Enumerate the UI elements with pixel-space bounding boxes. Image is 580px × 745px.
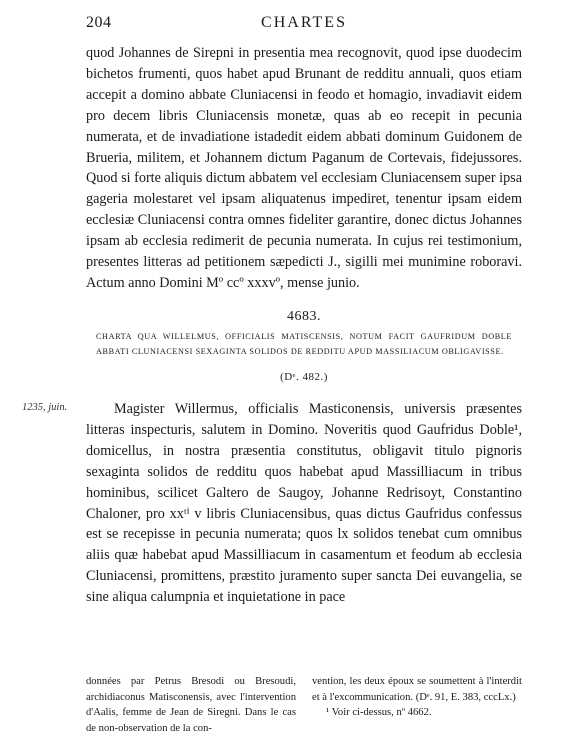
- page-number: 204: [86, 14, 112, 31]
- paragraph: quod Johannes de Sirepni in presentia mea recognovit, quod ipse duodecim bichetos frumenti, quos habet apud Brunant de redditu annuali, quos etiam accepit a domino abbate Cluniacensi in feodo et homagio, invadiavit eidem pro decem libris Cluniacensis monetæ, quas ab eo recepit in pecunia numerata, et de invadiatione istadedit eidem abbati dominum Guidonem de Brueria, militem, et Johannem dictum Paganum de Cortevais, fidejussores. Quod si forte aliquis dictum abbatem vel ecclesiam Cluniacensem super ipsa gageria molestaret vel ipsam aliquatenus impediret, tenentur ipsam eidem ecclesiæ Cluniacensi contra omnes fideliter garantire, donec dictus Johannes ipsam ab ecclesia redimerit de pecunia numerata. In cujus rei testimonium, presentes litteras ad petitionem sæpedicti J., sigilli mei munimine roboravi. Actum anno Domini Mº ccº xxxvº, mense junio.: [86, 45, 522, 291]
- note-column-left: [86, 674, 296, 736]
- running-title: CHARTES: [261, 14, 347, 31]
- charter-summary: CHARTA QUA WILLELMUS, OFFICIALIS MATISCENSIS, NOTUM FACIT GAUFRIDUM DOBLE ABBATI CLUNIACENSI SEXAGINTA SOLIDOS DE REDDITU APUD MASSILIACUM OBLIGAVISSE.: [96, 332, 512, 356]
- note-text: données par Petrus Bresodi ou Bresoudi, archidiaconus Matisconensis, avec l'intervention d'Aalis, femme de Jean de Siregni. Dans le cas de non-observation de la con-: [86, 676, 296, 734]
- note-column-right: [312, 674, 522, 721]
- page-header: [86, 14, 522, 36]
- footnote-1: ¹ Voir ci-dessus, nº 4662.: [326, 707, 432, 718]
- charter-text: [86, 399, 522, 608]
- charter-number: 4683.: [287, 309, 321, 324]
- paragraph: Magister Willermus, officialis Masticonensis, universis præsentes litteras inspecturis, salutem in Domino. Noveritis quod Gaufridus Doble¹, domicellus, in nostra præsentia constitutus, obligavit titulo pignoris sexaginta solidos de redditu quos habebat apud Massilliacum in tribus hominibus, scilicet Galtero de Saugoy, Johanne Redrisoyt, Constantino Chaloner, pro xxᵗⁱ v libris Cluniacensibus, quas dictus Gaufridus confessus est se recepisse in pecunia numerata; quos lx solidos tenebat cum omnibus aliis quæ habebat apud Massilliacum in casamentum et feodum ab ecclesia Cluniacensi, promittens, præstito juramento super sancta Dei euvangelia, se sine aliqua calumpnia et inquietatione in pace: [86, 401, 522, 606]
- source-reference: (Dᵉ. 482.): [280, 371, 328, 383]
- charter-text-continued: [86, 43, 522, 294]
- margin-date: 1235, juin.: [22, 402, 68, 413]
- note-text: vention, les deux époux se soumettent à l'interdit et à l'excommunication. (Dᵉ. 91, E. 383, cccLx.): [312, 676, 522, 703]
